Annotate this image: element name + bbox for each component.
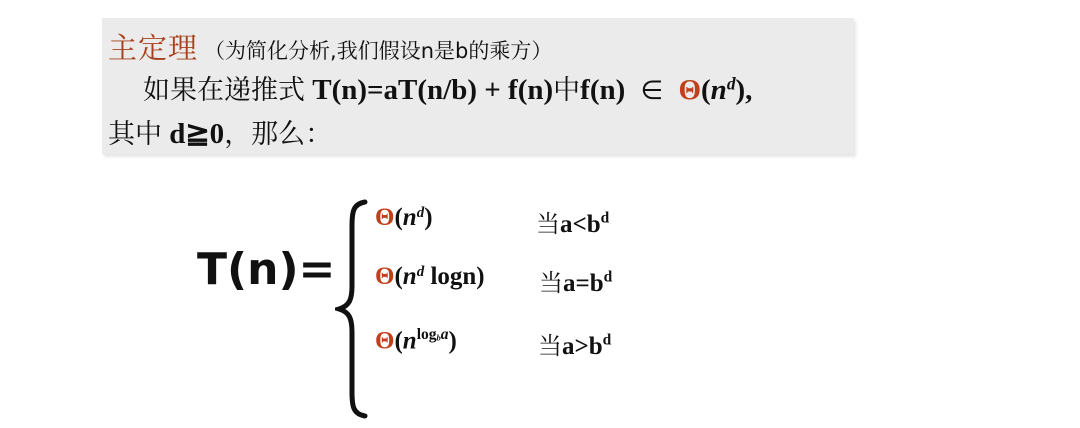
line3-suffix: ，那么： bbox=[224, 119, 333, 150]
theta-base: n bbox=[710, 74, 727, 106]
left-brace-icon bbox=[335, 198, 375, 420]
theorem-statement-line-2 bbox=[108, 112, 332, 151]
formula-lhs: T(n)= bbox=[197, 244, 336, 295]
case-1-condition: 当$a<b^d$ bbox=[536, 209, 610, 238]
statement-prefix: 如果在递推式 bbox=[143, 75, 305, 106]
case-1-exponent: d bbox=[416, 204, 425, 221]
case-2-base: n bbox=[402, 263, 417, 290]
theorem-note: （为简化分析,我们假设n是b的乘方） bbox=[204, 39, 553, 63]
case-2-theta: Θ bbox=[375, 263, 395, 290]
fn-term: f(n) bbox=[580, 74, 626, 106]
case-2-condition: 当$a=b^d$ bbox=[539, 268, 613, 297]
case-1-expression: $\Theta(n^d)$ bbox=[375, 204, 433, 231]
theta-symbol: Θ bbox=[678, 74, 701, 106]
case-2-expression: $\Theta(n^d$ logn) bbox=[375, 263, 485, 290]
case-1-theta: Θ bbox=[375, 204, 395, 231]
theorem-statement-line-1: 如果在递推式 T(n)=aT(n/b) + f(n)中f(n) ∈ $\Theta(n^d)$, bbox=[143, 73, 753, 106]
theorem-heading bbox=[108, 26, 552, 67]
case-3-theta: Θ bbox=[375, 327, 395, 355]
case-1-base: n bbox=[402, 204, 417, 231]
statement-mid: 中 bbox=[553, 75, 581, 106]
theorem-title: 主定理 bbox=[108, 31, 199, 65]
case-3-expression: $\Theta(n^{logba})$ bbox=[375, 326, 457, 355]
case-3-condition: 当$a>b^d$ bbox=[538, 331, 612, 360]
d-condition: d≧0 bbox=[169, 118, 225, 150]
case-3-base: n bbox=[402, 327, 417, 355]
case-2-exponent: d bbox=[416, 263, 425, 280]
theta-exponent: d bbox=[726, 73, 736, 94]
line3-prefix: 其中 bbox=[108, 119, 162, 150]
case-3-exponent: logba bbox=[416, 326, 449, 343]
statement-suffix: ), bbox=[735, 74, 753, 106]
case-2-log: logn bbox=[424, 263, 477, 290]
recurrence-formula: T(n)=aT(n/b) + f(n) bbox=[312, 74, 554, 106]
element-of-symbol: ∈ bbox=[640, 76, 664, 106]
